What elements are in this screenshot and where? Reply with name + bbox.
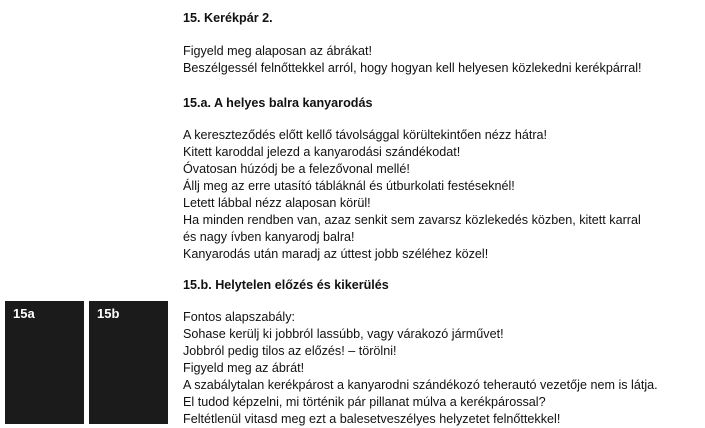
figure-15b xyxy=(89,301,168,424)
section-b-line-1: Fontos alapszabály: xyxy=(183,310,296,324)
figure-15a xyxy=(5,301,84,424)
section-a-heading: 15.a. A helyes balra kanyarodás xyxy=(183,96,373,110)
section-a-line-4: Állj meg az erre utasító tábláknál és útburkolati festéseknél! xyxy=(183,179,515,193)
section-b-line-4: Figyeld meg az ábrát! xyxy=(183,361,305,375)
figure-15a-label: 15a xyxy=(13,306,35,321)
section-a-line-5: Letett lábbal nézz alaposan körül! xyxy=(183,196,371,210)
section-a-line-8: Kanyarodás után maradj az úttest jobb széléhez közel! xyxy=(183,247,489,261)
section-b-heading: 15.b. Helytelen előzés és kikerülés xyxy=(183,278,389,292)
intro-line-2: Beszélgessél felnőttekkel arról, hogy hogyan kell helyesen közlekedni kerékpárral! xyxy=(183,61,642,75)
intro-line-1: Figyeld meg alaposan az ábrákat! xyxy=(183,44,373,58)
section-a-line-2: Kitett karoddal jelezd a kanyarodási szándékodat! xyxy=(183,145,461,159)
section-b-line-2: Sohase kerülj ki jobbról lassúbb, vagy várakozó járművet! xyxy=(183,327,504,341)
section-b-line-6: El tudod képzelni, mi történik pár pillanat múlva a kerékpárossal? xyxy=(183,395,546,409)
section-a-line-7: és nagy ívben kanyarodj balra! xyxy=(183,230,355,244)
page-title: 15. Kerékpár 2. xyxy=(183,11,273,25)
figure-15b-label: 15b xyxy=(97,306,120,321)
section-a-line-1: A kereszteződés előtt kellő távolsággal körültekintően nézz hátra! xyxy=(183,128,548,142)
section-a-line-6: Ha minden rendben van, azaz senkit sem zavarsz közlekedés közben, kitett karral xyxy=(183,213,641,227)
section-a-line-3: Óvatosan húzódj be a felezővonal mellé! xyxy=(183,162,410,176)
section-b-line-3: Jobbról pedig tilos az előzés! – törölni! xyxy=(183,344,397,358)
section-b-line-5: A szabálytalan kerékpárost a kanyarodni szándékozó teherautó vezetője nem is látja. xyxy=(183,378,658,392)
section-b-line-7: Feltétlenül vitasd meg ezt a balesetveszélyes helyzetet felnőttekkel! xyxy=(183,412,561,426)
